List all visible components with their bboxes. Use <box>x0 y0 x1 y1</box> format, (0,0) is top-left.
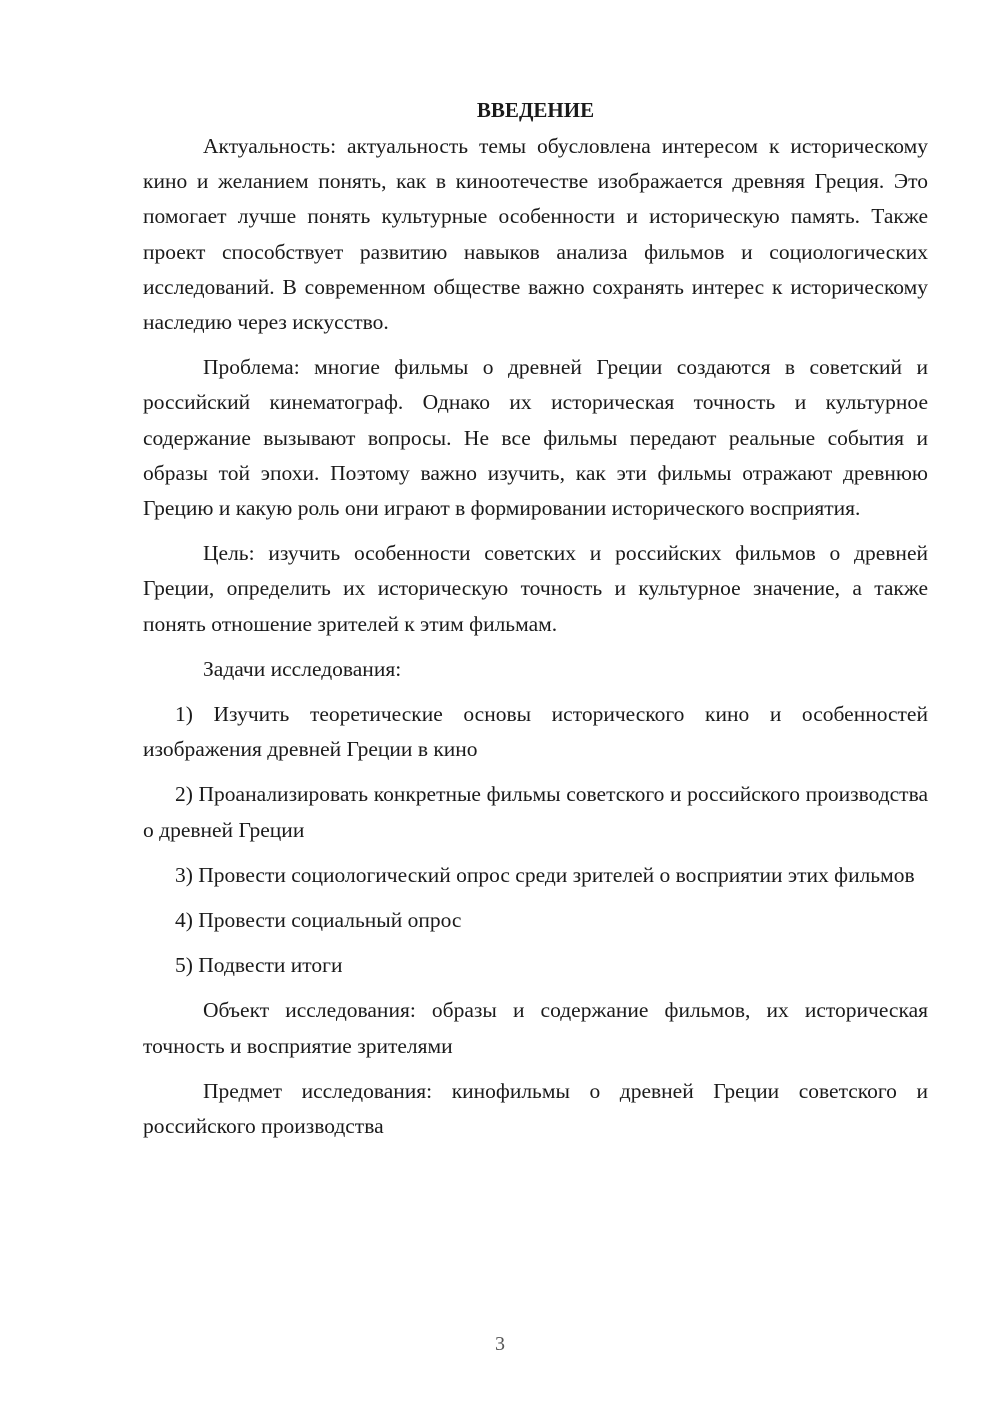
task-item-5: 5) Подвести итоги <box>175 953 343 978</box>
tasks-heading: Задачи исследования: <box>203 656 402 681</box>
page-number: 3 <box>495 1333 505 1355</box>
object-paragraph: Объект исследования: образы и содержание фильмов, их историческая точность и восприятие зрителями <box>143 998 928 1058</box>
task-item-2: 2) Проанализировать конкретные фильмы советского и российского производства о древней Греции <box>143 782 928 842</box>
task-item-1: 1) Изучить теоретические основы исторического кино и особенностей изображения древней Греции в кино <box>143 702 928 762</box>
problem-paragraph: Проблема: многие фильмы о древней Греции создаются в советский и российский кинематограф. Однако их историческая точность и культурное содержание вызывают вопросы. Не все фильмы передают реальные события и образы той эпохи. Поэтому важно изучить, как эти фильмы отражают древнюю Грецию и какую роль они играют в формировании исторического восприятия. <box>143 355 928 521</box>
relevance-paragraph: Актуальность: актуальность темы обусловлена интересом к историческому кино и желанием понять, как в киноотечестве изображается древняя Греция. Это помогает лучше понять культурные особенности и историческую память. Также проект способствует развитию навыков анализа фильмов и социологических исследований. В современном обществе важно сохранять интерес к историческому наследию через искусство. <box>143 134 928 335</box>
goal-paragraph: Цель: изучить особенности советских и российских фильмов о древней Греции, определить их историческую точность и культурное значение, а также понять отношение зрителей к этим фильмам. <box>143 541 928 636</box>
subject-paragraph: Предмет исследования: кинофильмы о древней Греции советского и российского производства <box>143 1078 928 1139</box>
page-title: ВВЕДЕНИЕ <box>476 98 595 122</box>
task-item-4: 4) Провести социальный опрос <box>175 908 462 933</box>
task-item-3: 3) Провести социологический опрос среди зрителей о восприятии этих фильмов <box>175 862 915 887</box>
document-page <box>143 95 928 1154</box>
